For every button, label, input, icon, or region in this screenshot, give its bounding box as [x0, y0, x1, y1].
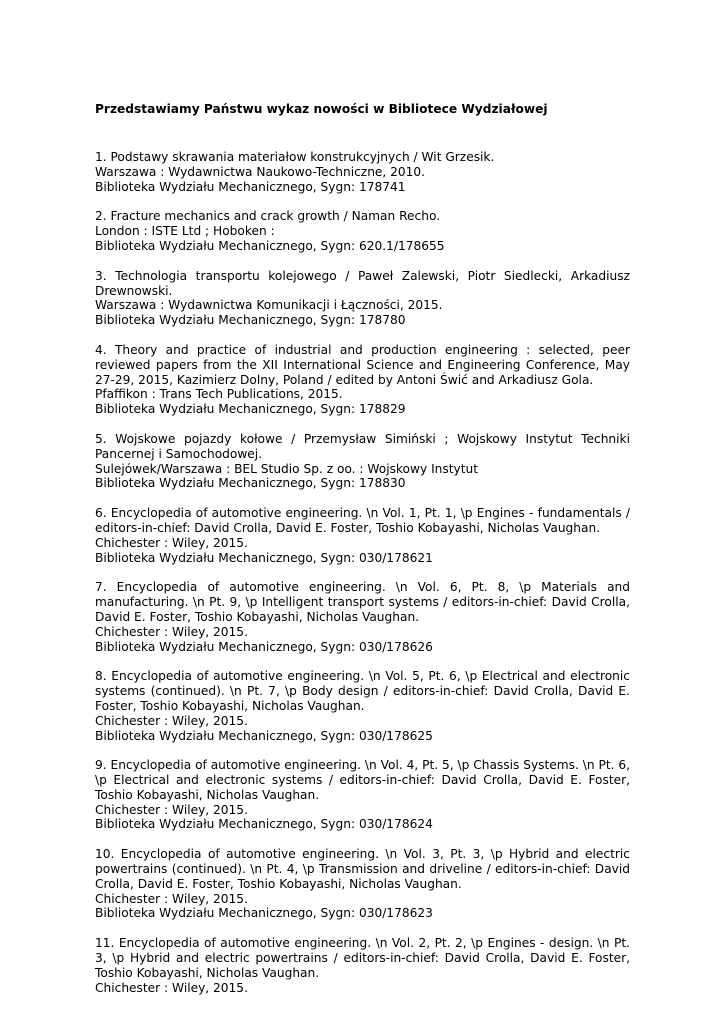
list-item	[95, 936, 630, 995]
entry-publisher: Chichester : Wiley, 2015.	[95, 891, 248, 906]
entry-publisher: Warszawa : Wydawnictwa Komunikacji i Łączności, 2015.	[95, 298, 443, 313]
entry-publisher: Sulejówek/Warszawa : BEL Studio Sp. z oo. : Wojskowy Instytut	[95, 461, 479, 476]
entry-publisher: Chichester : Wiley, 2015.	[95, 802, 248, 817]
entry-title: 7. Encyclopedia of automotive engineering. \n Vol. 6, Pt. 8, \p Materials and manufacturing. \n Pt. 9, \p Intelligent transport systems / editors-in-chief: David Crolla, David E. Foster, Toshio Kobayashi, Nicholas Vaughan.	[95, 580, 630, 624]
page-heading: Przedstawiamy Państwu wykaz nowości w Bibliotece Wydziałowej	[95, 102, 548, 116]
entry-title: 3. Technologia transportu kolejowego / Paweł Zalewski, Piotr Siedlecki, Arkadiusz Drewnowski.	[95, 268, 630, 298]
entry-publisher: Chichester : Wiley, 2015.	[95, 713, 248, 728]
entry-location: Biblioteka Wydziału Mechanicznego, Sygn: 620.1/178655	[95, 238, 445, 253]
entry-title: 4. Theory and practice of industrial and production engineering : selected, peer reviewed papers from the XII International Science and Engineering Conference, May 27-29, 2015, Kazimierz Dolny, Poland / edited by Antoni Świć and Arkadiusz Gola.	[95, 342, 630, 387]
list-item	[95, 150, 630, 194]
list-item	[95, 343, 630, 417]
entry-publisher: London : ISTE Ltd ; Hoboken :	[95, 224, 275, 239]
entry-publisher: Chichester : Wiley, 2015.	[95, 624, 248, 639]
entry-publisher: Chichester : Wiley, 2015.	[95, 980, 248, 995]
entry-title: 10. Encyclopedia of automotive engineering. \n Vol. 3, Pt. 3, \p Hybrid and electric powertrains (continued). \n Pt. 4, \p Transmission and driveline / editors-in-chief: David Crolla, David E. Foster, Toshio Kobayashi, Nicholas Vaughan.	[95, 847, 630, 891]
entry-title: 11. Encyclopedia of automotive engineering. \n Vol. 2, Pt. 2, \p Engines - design. \n Pt. 3, \p Hybrid and electric powertrains / editors-in-chief: David Crolla, David E. Foster, Toshio Kobayashi, Nicholas Vaughan.	[95, 936, 630, 980]
list-item	[95, 432, 630, 491]
list-item	[95, 758, 630, 832]
entry-location: Biblioteka Wydziału Mechanicznego, Sygn: 178741	[95, 179, 406, 194]
list-item	[95, 580, 630, 654]
entry-location: Biblioteka Wydziału Mechanicznego, Sygn: 030/178624	[95, 817, 433, 832]
entry-title: 8. Encyclopedia of automotive engineering. \n Vol. 5, Pt. 6, \p Electrical and electronic systems (continued). \n Pt. 7, \p Body design / editors-in-chief: David Crolla, David E. Foster, Toshio Kobayashi, Nicholas Vaughan.	[95, 669, 630, 713]
entry-publisher: Chichester : Wiley, 2015.	[95, 535, 248, 550]
entry-location: Biblioteka Wydziału Mechanicznego, Sygn: 178830	[95, 476, 406, 491]
entry-location: Biblioteka Wydziału Mechanicznego, Sygn: 030/178626	[95, 639, 433, 654]
entry-title: 1. Podstawy skrawania materiałow konstrukcyjnych / Wit Grzesik.	[95, 150, 495, 164]
entry-title: 5. Wojskowe pojazdy kołowe / Przemysław Simiński ; Wojskowy Instytut Techniki Pancernej i Samochodowej.	[95, 431, 630, 461]
entry-location: Biblioteka Wydziału Mechanicznego, Sygn: 178780	[95, 313, 406, 328]
document-page	[95, 102, 630, 1010]
list-item	[95, 269, 630, 328]
list-item	[95, 669, 630, 743]
entry-location: Biblioteka Wydziału Mechanicznego, Sygn: 030/178623	[95, 906, 433, 921]
list-item	[95, 847, 630, 921]
entry-title: 6. Encyclopedia of automotive engineering. \n Vol. 1, Pt. 1, \p Engines - fundamentals / editors-in-chief: David Crolla, David E. Foster, Toshio Kobayashi, Nicholas Vaughan.	[95, 506, 630, 535]
entry-location: Biblioteka Wydziału Mechanicznego, Sygn: 178829	[95, 402, 406, 417]
list-item	[95, 506, 630, 565]
entry-title: 2. Fracture mechanics and crack growth / Naman Recho.	[95, 209, 441, 224]
entry-publisher: Warszawa : Wydawnictwa Naukowo-Techniczne, 2010.	[95, 164, 426, 179]
list-item	[95, 209, 630, 253]
entry-title: 9. Encyclopedia of automotive engineering. \n Vol. 4, Pt. 5, \p Chassis Systems. \n Pt. 6, \p Electrical and electronic systems / editors-in-chief: David Crolla, David E. Foster, Toshio Kobayashi, Nicholas Vaughan.	[95, 758, 630, 802]
entry-location: Biblioteka Wydziału Mechanicznego, Sygn: 030/178625	[95, 728, 433, 743]
entry-location: Biblioteka Wydziału Mechanicznego, Sygn: 030/178621	[95, 550, 433, 565]
entry-publisher: Pfaffikon : Trans Tech Publications, 2015.	[95, 387, 343, 402]
